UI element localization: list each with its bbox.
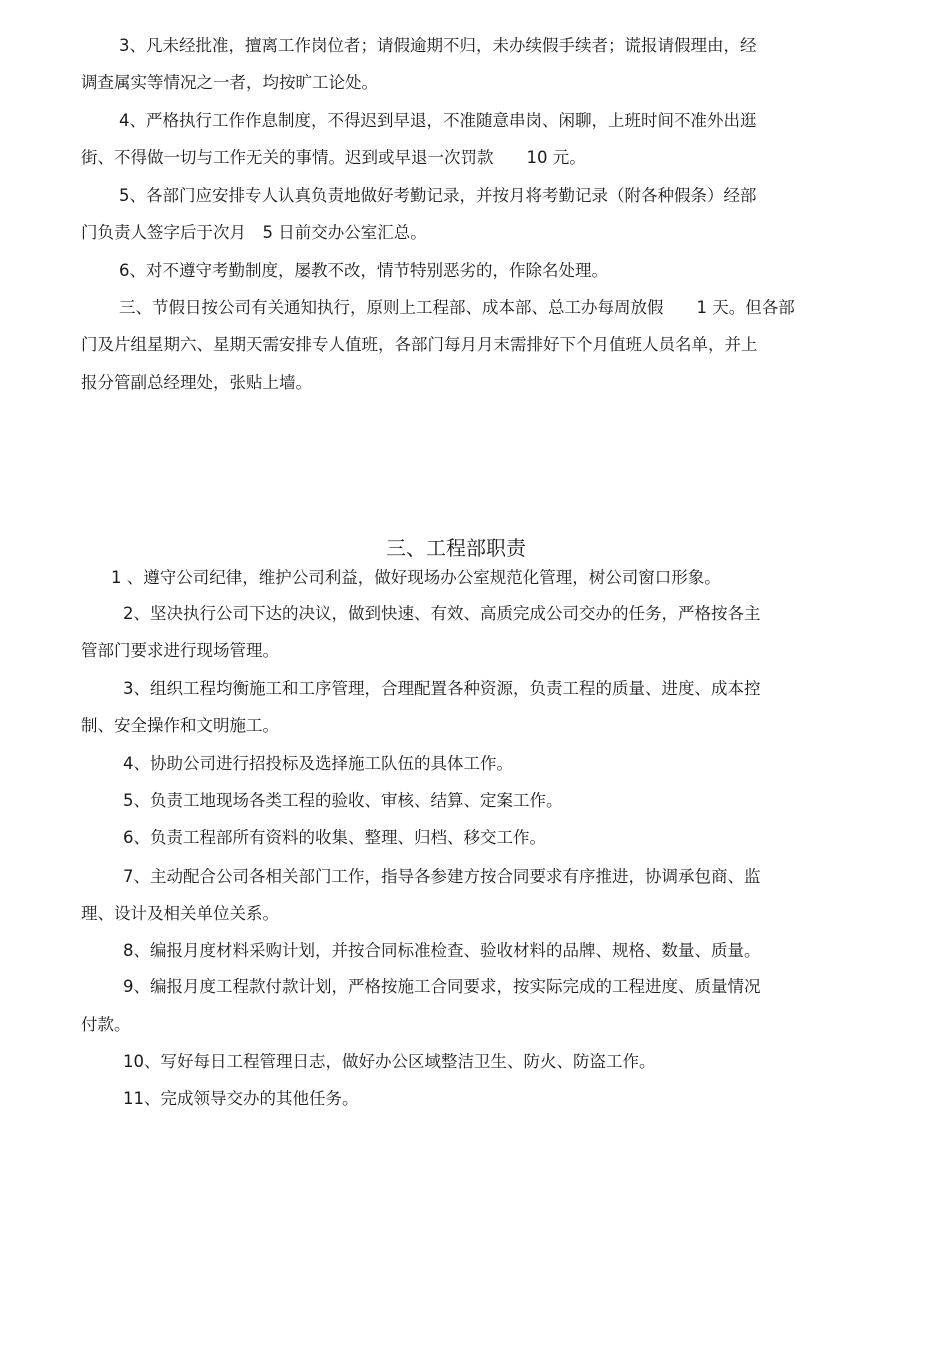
duty-item: 3、组织工程均衡施工和工序管理，合理配置各种资源，负责工程的质量、进度、成本控 (123, 679, 761, 698)
duty-item: 4、协助公司进行招投标及选择施工队伍的具体工作。 (123, 754, 513, 773)
text-line: 调查属实等情况之一者，均按旷工论处。 (81, 73, 378, 92)
duty-item: 11、完成领导交办的其他任务。 (123, 1089, 359, 1108)
duty-item: 6、负责工程部所有资料的收集、整理、归档、移交工作。 (123, 828, 546, 847)
duty-item: 9、编报月度工程款付款计划，严格按施工合同要求，按实际完成的工程进度、质量情况 (123, 977, 761, 996)
text-line: 街、不得做一切与工作无关的事情。迟到或早退一次罚款 10 元。 (81, 148, 586, 167)
text-line: 门及片组星期六、星期天需安排专人值班，各部门每月月末需排好下个月值班人员名单，并上 (81, 335, 758, 354)
text-line: 5、各部门应安排专人认真负责地做好考勤记录，并按月将考勤记录（附各种假条）经部 (119, 186, 757, 205)
text-line: 4、严格执行工作作息制度，不得迟到早退，不准随意串岗、闲聊，上班时间不准外出逛 (119, 111, 757, 130)
duty-item: 管部门要求进行现场管理。 (81, 641, 279, 660)
text-line: 三、节假日按公司有关通知执行，原则上工程部、成本部、总工办每周放假 1 天。但各部 (119, 298, 795, 317)
duty-item: 7、主动配合公司各相关部门工作，指导各参建方按合同要求有序推进，协调承包商、监 (123, 867, 761, 886)
duty-item: 付款。 (81, 1015, 131, 1034)
duty-item: 2、坚决执行公司下达的决议，做到快速、有效、高质完成公司交办的任务，严格按各主 (123, 604, 761, 623)
duty-item: 制、安全操作和文明施工。 (81, 716, 279, 735)
text-line: 3、凡未经批准，擅离工作岗位者；请假逾期不归，未办续假手续者；谎报请假理由，经 (119, 36, 757, 55)
duty-item: 10、写好每日工程管理日志，做好办公区域整洁卫生、防火、防盗工作。 (123, 1052, 656, 1071)
text-line: 门负责人签字后于次月 5 日前交办公室汇总。 (81, 223, 427, 242)
text-line: 6、对不遵守考勤制度，屡教不改，情节特别恶劣的，作除名处理。 (119, 261, 608, 280)
duty-item: 1 、遵守公司纪律，维护公司利益，做好现场办公室规范化管理，树公司窗口形象。 (111, 568, 721, 587)
duty-item: 理、设计及相关单位关系。 (81, 904, 279, 923)
text-line: 报分管副总经理处，张贴上墙。 (81, 373, 312, 392)
section-title: 三、工程部职责 (386, 536, 526, 560)
duty-item: 5、负责工地现场各类工程的验收、审核、结算、定案工作。 (123, 791, 563, 810)
duty-item: 8、编报月度材料采购计划，并按合同标准检查、验收材料的品牌、规格、数量、质量。 (123, 941, 761, 960)
